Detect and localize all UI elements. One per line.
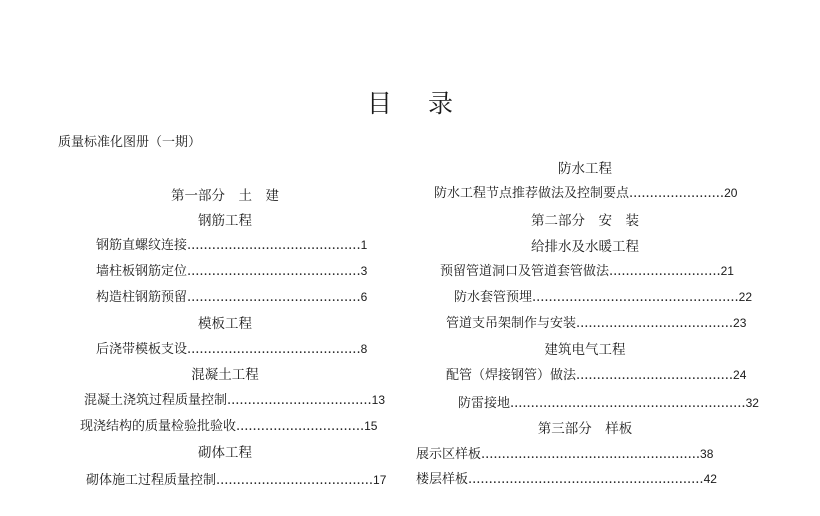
toc-entry[interactable]: [80, 415, 377, 434]
section-heading-formwork: 模板工程: [198, 316, 252, 332]
toc-entry-leader: ......................................: [216, 473, 374, 488]
toc-entry[interactable]: [416, 443, 713, 462]
toc-entry-label: 预留管道洞口及管道套管做法: [440, 264, 610, 279]
toc-entry-page: 15: [364, 419, 378, 433]
toc-entry-page: 23: [733, 316, 747, 330]
toc-entry[interactable]: [446, 364, 746, 383]
toc-entry[interactable]: [96, 338, 367, 357]
toc-entry-page: 17: [373, 473, 387, 487]
toc-entry-leader: ..........................................: [187, 342, 361, 357]
toc-entry[interactable]: [454, 286, 752, 305]
toc-entry[interactable]: [458, 392, 759, 411]
toc-entry[interactable]: [416, 468, 717, 487]
toc-entry[interactable]: [434, 182, 737, 201]
toc-entry-leader: ..........................................: [187, 264, 361, 279]
document-subtitle: 质量标准化图册（一期）: [58, 135, 202, 150]
toc-entry-page: 8: [360, 342, 368, 356]
toc-entry-label: 后浇带模板支设: [96, 342, 188, 357]
part-one-heading: 第一部分 土 建: [171, 188, 279, 204]
toc-entry-page: 22: [738, 290, 752, 304]
toc-entry-label: 防雷接地: [458, 396, 511, 411]
toc-entry-leader: ...........................: [609, 264, 721, 279]
toc-entry[interactable]: [84, 389, 385, 408]
toc-entry-leader: ...............................: [236, 419, 365, 434]
toc-entry[interactable]: [96, 234, 367, 253]
toc-entry[interactable]: [446, 312, 746, 331]
toc-entry-leader: .....................................................: [481, 447, 701, 462]
section-heading-electrical: 建筑电气工程: [544, 342, 626, 358]
toc-entry-page: 3: [360, 264, 368, 278]
toc-entry-leader: ..........................................: [187, 238, 361, 253]
toc-entry-label: 墙柱板钢筋定位: [96, 264, 188, 279]
toc-entry-page: 24: [733, 368, 747, 382]
toc-entry-label: 防水工程节点推荐做法及控制要点: [434, 186, 630, 201]
toc-entry-leader: ...................................: [227, 393, 372, 408]
toc-entry-page: 13: [371, 393, 386, 407]
section-heading-concrete: 混凝土工程: [191, 367, 259, 383]
toc-entry-page: 1: [360, 238, 368, 252]
toc-entry-label: 构造柱钢筋预留: [96, 290, 188, 305]
part-two-heading: 第二部分 安 装: [531, 213, 639, 229]
toc-entry-label: 现浇结构的质量检验批验收: [80, 419, 237, 434]
toc-entry-label: 楼层样板: [416, 472, 469, 487]
toc-entry-leader: ..................................................: [532, 290, 739, 305]
toc-entry[interactable]: [96, 260, 367, 279]
section-heading-masonry: 砌体工程: [198, 445, 252, 461]
toc-entry[interactable]: [440, 260, 734, 279]
toc-entry-page: 6: [360, 290, 368, 304]
toc-entry-label: 混凝土浇筑过程质量控制: [84, 393, 228, 408]
toc-entry-leader: .......................: [629, 186, 725, 201]
toc-entry-leader: .........................................................: [468, 472, 704, 487]
toc-entry-label: 配管（焊接钢管）做法: [446, 368, 577, 383]
toc-entry-page: 21: [720, 264, 734, 278]
toc-entry-label: 防水套管预埋: [454, 290, 533, 305]
toc-entry-leader: ..........................................: [187, 290, 361, 305]
toc-entry-page: 42: [703, 472, 717, 486]
toc-entry-label: 钢筋直螺纹连接: [96, 238, 188, 253]
section-heading-plumbing: 给排水及水暖工程: [531, 239, 639, 255]
toc-entry-leader: .........................................................: [510, 396, 746, 411]
page-title: 目 录: [367, 89, 467, 118]
toc-entry-page: 38: [700, 447, 714, 461]
section-heading-steel: 钢筋工程: [198, 213, 252, 229]
toc-entry-page: 20: [724, 186, 738, 200]
section-heading-waterproof: 防水工程: [558, 161, 612, 177]
toc-entry-label: 砌体施工过程质量控制: [86, 473, 217, 488]
toc-entry[interactable]: [96, 286, 367, 305]
toc-entry-leader: ......................................: [576, 316, 734, 331]
toc-entry-label: 管道支吊架制作与安装: [446, 316, 577, 331]
toc-entry-page: 32: [745, 396, 759, 410]
toc-entry[interactable]: [86, 469, 386, 488]
toc-entry-label: 展示区样板: [416, 447, 482, 462]
part-three-heading: 第三部分 样板: [537, 421, 633, 437]
toc-entry-leader: ......................................: [576, 368, 734, 383]
